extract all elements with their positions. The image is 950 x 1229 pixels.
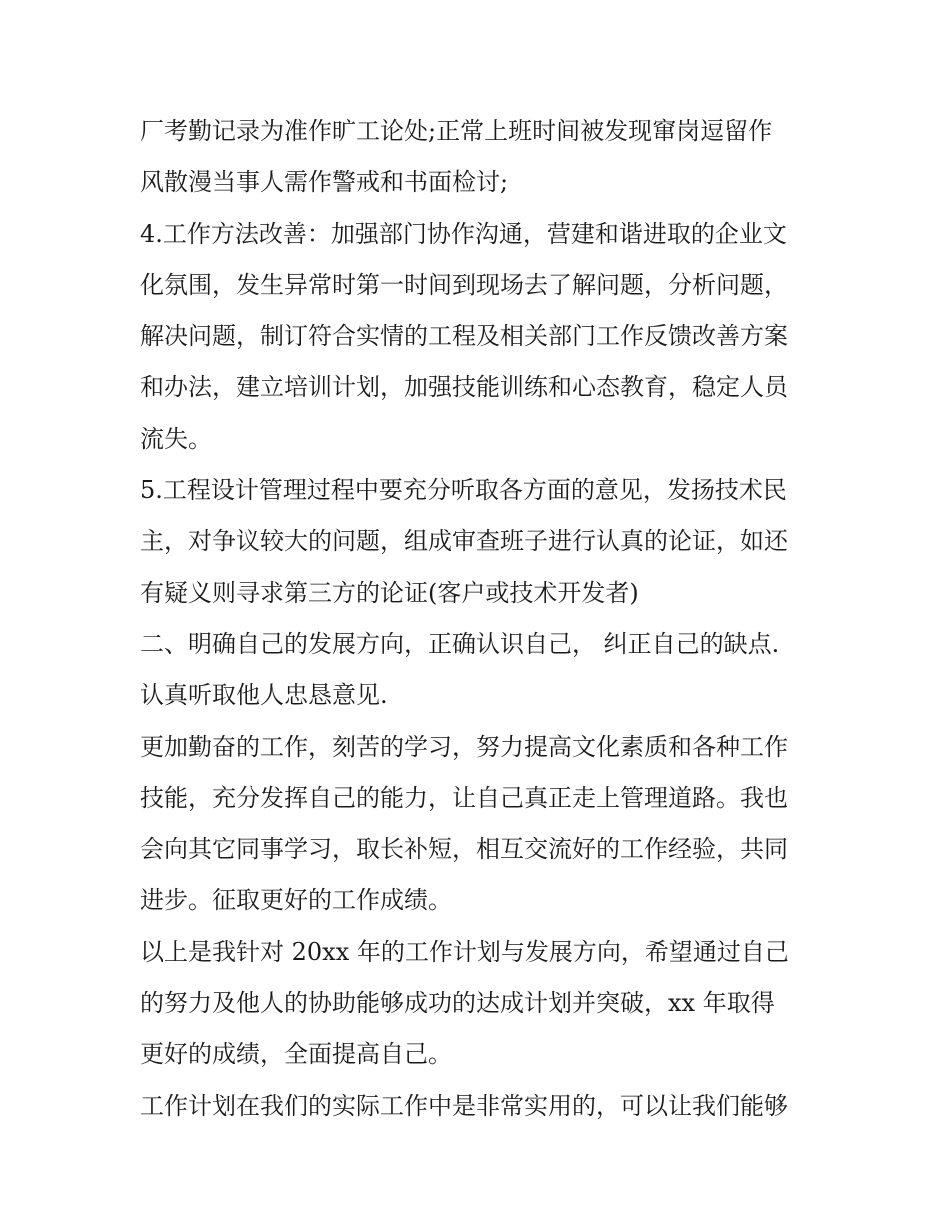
text-line: 工作计划在我们的实际工作中是非常实用的，可以让我们能够: [140, 1091, 788, 1120]
text-line: 化氛围，发生异常时第一时间到现场去了解问题，分析问题，: [140, 270, 788, 299]
text-line: 进步。征取更好的工作成绩。: [140, 886, 452, 915]
text-line: 技能，充分发挥自己的能力，让自己真正走上管理道路。我也: [140, 783, 788, 812]
text-line: 流失。: [140, 424, 212, 453]
text-line: 有疑义则寻求第三方的论证(客户或技术开发者): [140, 578, 639, 607]
text-line: 二、明确自己的发展方向，正确认识自己， 纠正自己的缺点.: [140, 629, 780, 658]
text-line: 厂考勤记录为准作旷工论处;正常上班时间被发现窜岗逗留作: [140, 117, 773, 145]
text-line: 会向其它同事学习，取长补短，相互交流好的工作经验，共同: [140, 835, 788, 864]
document-body: [140, 106, 830, 1132]
text-line: 解决问题，制订符合实情的工程及相关部门工作反馈改善方案: [140, 322, 788, 351]
text-line: 和办法，建立培训计划，加强技能训练和心态教育，稳定人员: [140, 373, 788, 402]
text-line: 4.工作方法改善：加强部门协作沟通，营建和谐进取的企业文: [140, 219, 787, 248]
text-line: 更加勤奋的工作，刻苦的学习，努力提高文化素质和各种工作: [140, 732, 788, 761]
text-line: 更好的成绩，全面提高自己。: [140, 1040, 452, 1069]
text-line: 5.工程设计管理过程中要充分听取各方面的意见，发扬技术民: [140, 476, 787, 505]
text-line: 风散漫当事人需作警戒和书面检讨;: [140, 168, 509, 197]
text-line: 认真听取他人忠恳意见.: [140, 681, 388, 710]
text-line: 以上是我针对 20xx 年的工作计划与发展方向，希望通过自己: [140, 937, 789, 966]
text-line: 主，对争议较大的问题，组成审查班子进行认真的论证，如还: [140, 527, 788, 556]
text-line: 的努力及他人的协助能够成功的达成计划并突破，xx 年取得: [140, 989, 775, 1018]
